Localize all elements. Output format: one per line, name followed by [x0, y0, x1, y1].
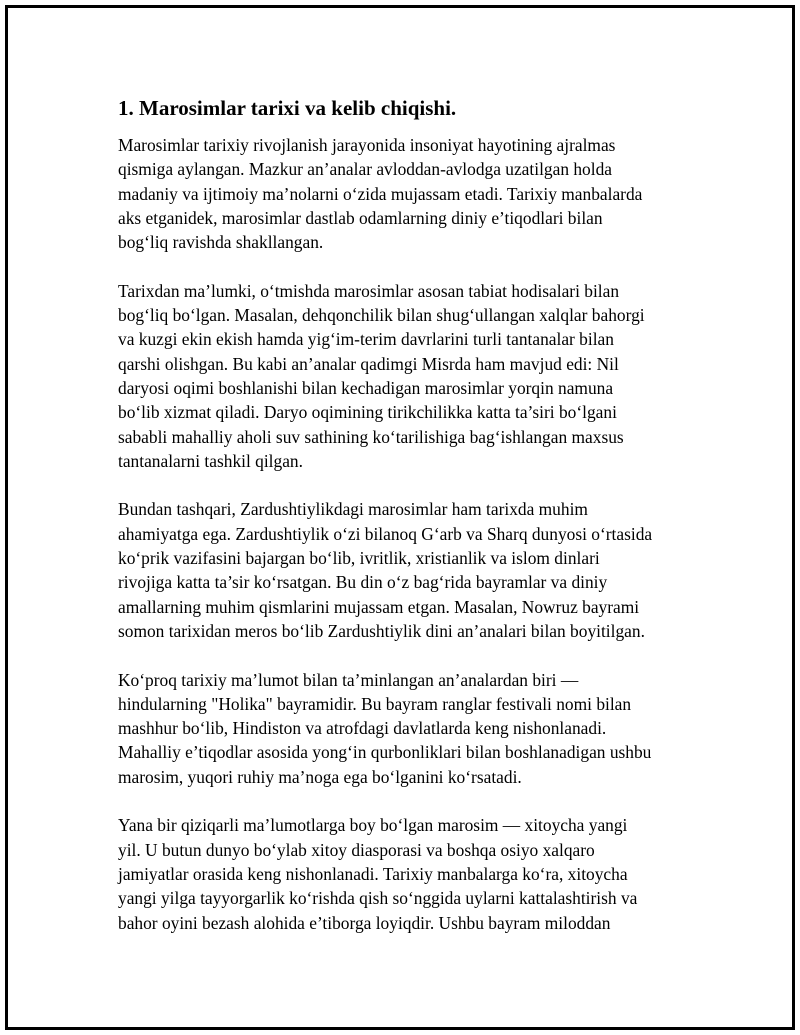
- document-body: [118, 95, 718, 959]
- paragraph-line: yangi yilga tayyorgarlik ko‘rishda qish so‘nggida uylarni kattalashtirish va: [118, 888, 638, 909]
- paragraph-line: Yana bir qiziqarli ma’lumotlarga boy bo‘lgan marosim — xitoycha yangi: [118, 815, 628, 836]
- paragraph-line: rivojiga katta ta’sir ko‘rsatgan. Bu din o‘z bag‘rida bayramlar va diniy: [118, 572, 608, 593]
- paragraph-list: [118, 133, 718, 935]
- paragraph-line: Tarixdan ma’lumki, o‘tmishda marosimlar asosan tabiat hodisalari bilan: [118, 280, 620, 301]
- paragraph-line: amallarning muhim qismlarini mujassam etgan. Masalan, Nowruz bayrami: [118, 596, 640, 617]
- paragraph-line: marosim, yuqori ruhiy ma’noga ega bo‘lganini ko‘rsatadi.: [118, 766, 522, 787]
- paragraph-line: tantanalarni tashkil qilgan.: [118, 450, 303, 471]
- paragraph: [118, 279, 718, 473]
- paragraph: [118, 668, 718, 789]
- section-heading: 1. Marosimlar tarixi va kelib chiqishi.: [118, 96, 457, 120]
- paragraph-line: qismiga aylangan. Mazkur an’analar avloddan-avlodga uzatilgan holda: [118, 159, 612, 180]
- paragraph: [118, 813, 718, 934]
- paragraph-line: Ko‘proq tarixiy ma’lumot bilan ta’minlangan an’analardan biri —: [118, 669, 579, 690]
- paragraph-line: aks etganidek, marosimlar dastlab odamlarning diniy e’tiqodlari bilan: [118, 207, 603, 228]
- paragraph-line: madaniy va ijtimoiy ma’nolarni o‘zida mujassam etadi. Tarixiy manbalarda: [118, 183, 643, 204]
- paragraph-line: Bundan tashqari, Zardushtiylikdagi marosimlar ham tarixda muhim: [118, 499, 588, 520]
- paragraph-line: Mahalliy e’tiqodlar asosida yong‘in qurbonliklari bilan boshlanadigan ushbu: [118, 742, 652, 763]
- paragraph-line: bo‘lib xizmat qiladi. Daryo oqimining tirikchilikka katta ta’siri bo‘lgani: [118, 402, 617, 423]
- paragraph-line: va kuzgi ekin ekish hamda yig‘im-terim davrlarini turli tantanalar bilan: [118, 329, 614, 350]
- paragraph-line: bog‘liq bo‘lgan. Masalan, dehqonchilik bilan shug‘ullangan xalqlar bahorgi: [118, 305, 645, 326]
- paragraph-line: bahor oyini bezash alohida e’tiborga loyiqdir. Ushbu bayram miloddan: [118, 912, 611, 933]
- paragraph-line: ko‘prik vazifasini bajargan bo‘lib, ivritlik, xristianlik va islom dinlari: [118, 548, 600, 569]
- paragraph-line: daryosi oqimi boshlanishi bilan kechadigan marosimlar yorqin namuna: [118, 377, 614, 398]
- paragraph: [118, 133, 718, 254]
- paragraph-line: qarshi olishgan. Bu kabi an’analar qadimgi Misrda ham mavjud edi: Nil: [118, 353, 619, 374]
- paragraph: [118, 497, 718, 643]
- paragraph-line: somon tarixidan meros bo‘lib Zardushtiylik dini an’analari bilan boyitilgan.: [118, 620, 645, 641]
- paragraph-line: yil. U butun dunyo bo‘ylab xitoy diasporasi va boshqa osiyo xalqaro: [118, 839, 595, 860]
- paragraph-line: bog‘liq ravishda shakllangan.: [118, 232, 324, 253]
- paragraph-line: hindularning "Holika" bayramidir. Bu bayram ranglar festivali nomi bilan: [118, 693, 632, 714]
- paragraph-line: Marosimlar tarixiy rivojlanish jarayonida insoniyat hayotining ajralmas: [118, 135, 616, 155]
- paragraph-line: ahamiyatga ega. Zardushtiylik o‘zi bilanoq G‘arb va Sharq dunyosi o‘rtasida: [118, 523, 653, 544]
- paragraph-line: mashhur bo‘lib, Hindiston va atrofdagi davlatlarda keng nishonlanadi.: [118, 718, 607, 739]
- paragraph-line: jamiyatlar orasida keng nishonlanadi. Tarixiy manbalarga ko‘ra, xitoycha: [118, 863, 628, 884]
- paragraph-line: sababli mahalliy aholi suv sathining ko‘tarilishiga bag‘ishlangan maxsus: [118, 426, 624, 447]
